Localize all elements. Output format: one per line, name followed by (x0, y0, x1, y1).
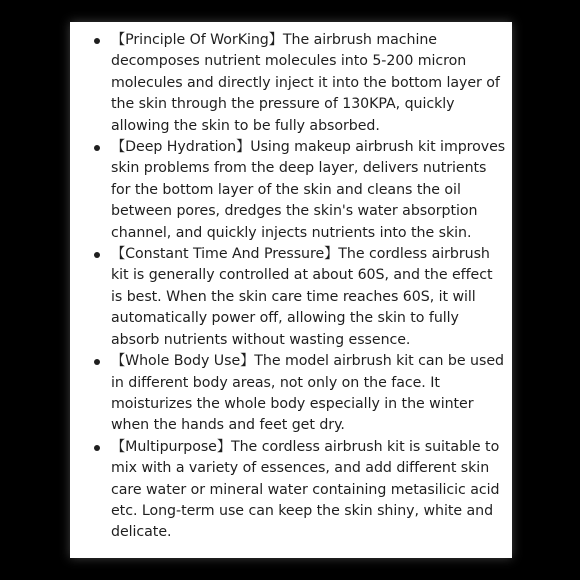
bullet-icon (94, 445, 100, 451)
list-item (90, 351, 508, 437)
list-item-text: 【Whole Body Use】The model airbrush kit can be used in different body areas, not only on the face. It moisturizes the whole body especially in the winter when the hands and feet get dry. (111, 353, 504, 434)
list-item (90, 437, 508, 544)
list-item-text: 【Multipurpose】The cordless airbrush kit is suitable to mix with a variety of essences, and add different skin care water or mineral water containing metasilicic acid etc. Long-term use can keep the skin shiny, white and delicate. (111, 438, 500, 541)
list-item-text: 【Deep Hydration】Using makeup airbrush kit improves skin problems from the deep layer, delivers nutrients for the bottom layer of the skin and cleans the oil between pores, dredges the skin's water absorption channel, and quickly injects nutrients into the skin. (111, 139, 506, 241)
list-item (90, 244, 508, 351)
document-page (70, 22, 512, 558)
list-item (90, 30, 508, 137)
list-item-text: 【Principle Of WorKing】The airbrush machine decomposes nutrient molecules into 5-200 micron molecules and directly inject it into the bottom layer of the skin through the pressure of 130KPA, quickly allowing the skin to be fully absorbed. (111, 32, 500, 134)
list-item (90, 137, 508, 244)
bullet-list (90, 30, 508, 544)
list-item-text: 【Constant Time And Pressure】The cordless airbrush kit is generally controlled at about 60S, and the effect is best. When the skin care time reaches 60S, it will automatically power off, allowing the skin to fully absorb nutrients without wasting essence. (111, 246, 493, 348)
bullet-icon (94, 359, 100, 365)
bullet-icon (94, 145, 100, 151)
bullet-icon (94, 252, 100, 258)
bullet-icon (94, 38, 100, 44)
